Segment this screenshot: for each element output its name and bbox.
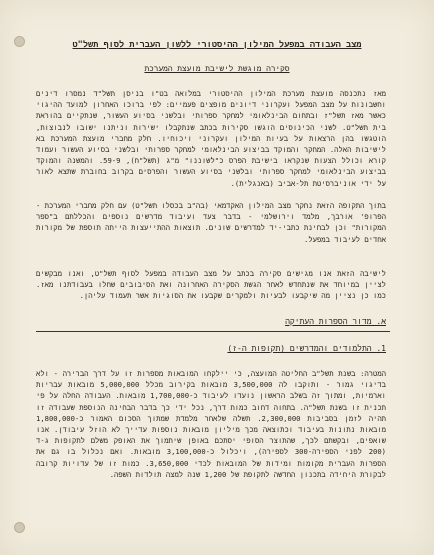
- document-subtitle: סקירה מוגשת לישיבת מועצת המערכת: [144, 64, 290, 73]
- punch-hole-icon: [14, 36, 25, 47]
- section-divider: [36, 331, 390, 332]
- paragraph: לישיבה הזאת אנו מגישים סקירה בכתב על מצב העבודה במפעל לסוף תשל"ט, ואנו מבקשים לציין במיוחד את שנתחדש לאחר הגשת הסקירה האחרונה ואת הסיבובים שחלו בעבודתנו מאז. כמו כן נציין מה שיקבעו לבעיות ולמקרים שקבעו את הסוגיות אשר תעמוד עליהן.: [36, 269, 386, 301]
- document-title: מצב העבודה במפעל המילון ההיסטורי ללשון העברית לסוף תשל"ט: [72, 40, 362, 50]
- subsection-heading: 1. התלמודים והמדרשים (תקופות ה-ז): [227, 344, 386, 353]
- document-header: [40, 40, 394, 74]
- section-heading: א. מדור הספרות העתיקה: [285, 317, 386, 326]
- paragraph: בתוך התקופה הזאת נחקר מצב המילון האקדמאי (בה"ב בכסלו תשל"ט) עם חלק מחברי המערכת - הפרופ' אורבך, מלמד וירושלמי - בדבר צעד ועיבוד מדרשים נוספים והכללתם ב"ספר המקורות" וכן לבחינת כתבי-יד למדרשים שונים. תוצאות ההתייעצות הייתה תוספת של מקורות אחדים לעיבוד במפעל.: [36, 201, 386, 244]
- paragraph: המטרה: בשנת תשל"ב החליטה המועצה, כי יילקחו המובאות מספרות זו על דרך הברירה - ולא בדיגוי גמור - ותוקבו לה 3,500,000 מובאות בקירוב מכלל 5,000,000 מובאות עבריות וארמיות, ומתוך זה בשלב הראשון נועדו לעיבוד כ-1,700,000 מובאות. העבודה החלה על פי תכנית זו בשנת תשל"ה. בתחוה דחוב כמות דרך, נכל ידי כך בדבר הבחינה הנוספת שעבודה זו תהיה לזמן בסביבות 2,300,000. תשלה שלאחר מלמדת שמתוך הסכום האמור כ-1,800,000 מובאות נתונות בעיבוד וכתוצאה מכך מיליון מובאות נוספות עדייך לא הוזל עיבודן. אנו שואפים, ובקשתם לכך, שהתוצר הסופי יסתכם באופן שיתמוך את האופק משלם לתקופות ג-ד (200 לפני הספירה-300 לספירה), ויכלול כ-3,100,000 מובאות. ואם נכלול בו גם את הספרות העברית מקומות ומידות של המובאות לכדי 3,650,000. כמות זו של עדויות קרובה לבקורת היחידה בתכנון החדשה לתקופת של 1,200 שנה למצה תולדות השפה.: [36, 369, 386, 479]
- punch-hole-icon: [14, 522, 25, 533]
- paragraph: מאז נתכנסה מועצת מערכת המילון ההיסטורי במלואה בט"ו בניסן תשל"ד נמסרו דינים וחשבונות על מצב המפעל ועקרוני דיונים מופצים פעמיים: לפי ברוכו האחרון למועד ההיגוי כאשר מאז תשל"ז ובתחום הבינלאומי למחקר ספרותי ובלשני בסיוע העשור, שנתקיים בהוראת בית תשל"ט. לשני הכינוסים הוגשו סקירות בכתב שנתקבלו ישירות וניתנו ישובו לנבוצות, הוטגשו בהן הרצאות על בעיות המילון ועקרוני ויכוחיו. חלק מחברי מועצת המערכת בא לישיבות האלה. המחקר והמוקד בביצוע הבינלאומי למחקר ספרותי ובלשני בסיוע העשור ועמוד קורא וכולל הצעות שנקראו בישיבת הפרס כ"לשוננו" מ"ג (תשל"ח), 59-9. והמשנה והמוקד בביצוע הבינלאומי למחקר ספרותי ובלשני בסיוע העשור והפרסים בקרוב בחוברת שתצא לאור על ידי אוניברסיטת תל-אביב (באנגלית).: [36, 89, 386, 188]
